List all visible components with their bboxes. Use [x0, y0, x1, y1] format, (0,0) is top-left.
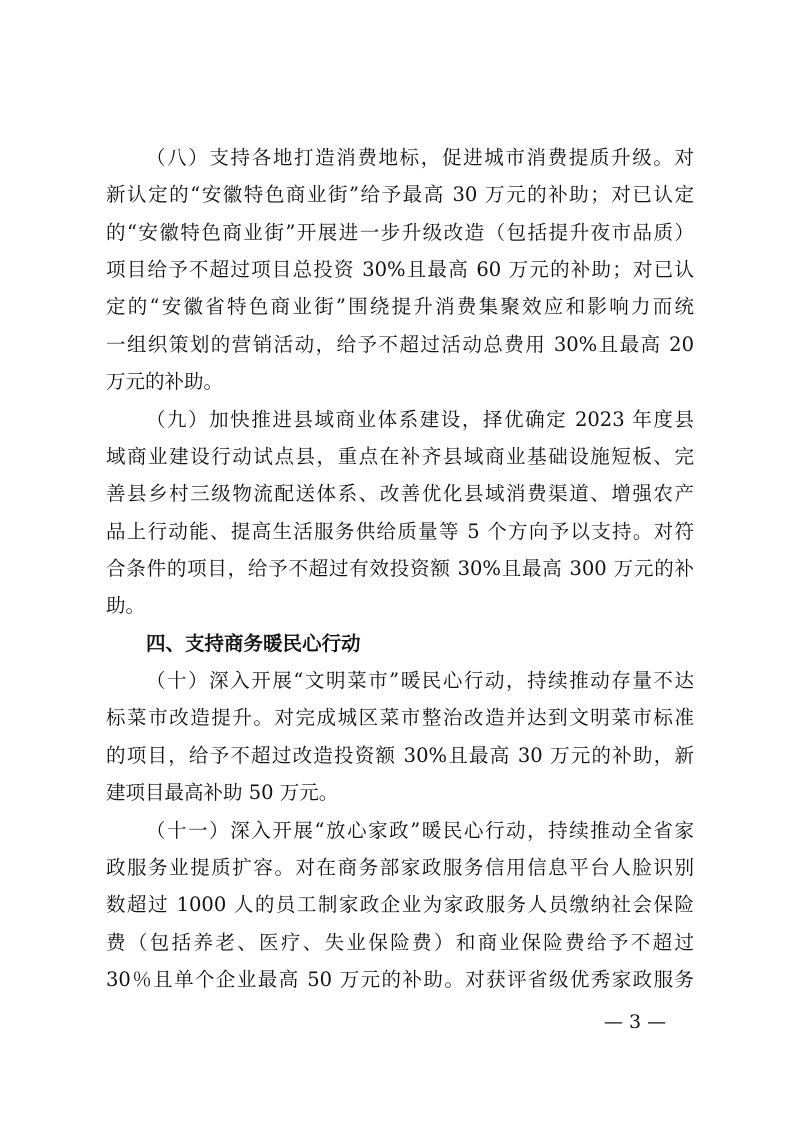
paragraph-9-line-2: 域商业建设行动试点县，重点在补齐县域商业基础设施短板、完	[106, 445, 694, 468]
section-heading: 四、支持商务暖民心行动	[146, 632, 361, 655]
paragraph-9-line-5: 合条件的项目，给予不超过有效投资额 30%且最高 300 万元的补	[106, 557, 694, 580]
paragraph-11-line-3: 数超过 1000 人的员工制家政企业为家政服务人员缴纳社会保险	[106, 893, 694, 916]
paragraph-11-line-1: （十一）深入开展“放心家政”暖民心行动，持续推动全省家	[146, 819, 694, 842]
paragraph-9-line-4: 品上行动能、提高生活服务供给质量等 5 个方向予以支持。对符	[106, 520, 694, 543]
paragraph-8-line-2: 新认定的“安徽特色商业街”给予最高 30 万元的补助；对已认定	[106, 183, 694, 206]
paragraph-11-line-5: 30％且单个企业最高 50 万元的补助。对获评省级优秀家政服务	[106, 968, 694, 991]
paragraph-8-line-4: 项目给予不超过项目总投资 30%且最高 60 万元的补助；对已认	[106, 258, 694, 281]
paragraph-8-line-5: 定的“安徽省特色商业街”围绕提升消费集聚效应和影响力而统	[106, 295, 694, 318]
paragraph-9-line-3: 善县乡村三级物流配送体系、改善优化县域消费渠道、增强农产	[106, 482, 694, 505]
paragraph-10-line-1: （十）深入开展“文明菜市”暖民心行动，持续推动存量不达	[146, 669, 694, 692]
paragraph-8-line-7: 万元的补助。	[106, 370, 224, 393]
paragraph-11-line-2: 政服务业提质扩容。对在商务部家政服务信用信息平台人脸识别	[106, 856, 694, 879]
paragraph-8-line-3: 的“安徽特色商业街”开展进一步升级改造（包括提升夜市品质）	[106, 221, 694, 244]
paragraph-10-line-2: 标菜市改造提升。对完成城区菜市整治改造并达到文明菜市标准	[106, 706, 694, 729]
paragraph-11-line-4: 费（包括养老、医疗、失业保险费）和商业保险费给予不超过	[106, 931, 694, 954]
paragraph-9-line-6: 助。	[106, 594, 146, 617]
paragraph-10-line-3: 的项目，给予不超过改造投资额 30%且最高 30 万元的补助，新	[106, 744, 694, 767]
paragraph-8-line-1: （八）支持各地打造消费地标，促进城市消费提质升级。对	[146, 146, 694, 169]
page-number: — 3 —	[604, 1011, 667, 1033]
paragraph-10-line-4: 建项目最高补助 50 万元。	[106, 781, 339, 804]
paragraph-8-line-6: 一组织策划的营销活动，给予不超过活动总费用 30%且最高 20	[106, 333, 694, 356]
paragraph-9-line-1: （九）加快推进县域商业体系建设，择优确定 2023 年度县	[146, 408, 694, 431]
